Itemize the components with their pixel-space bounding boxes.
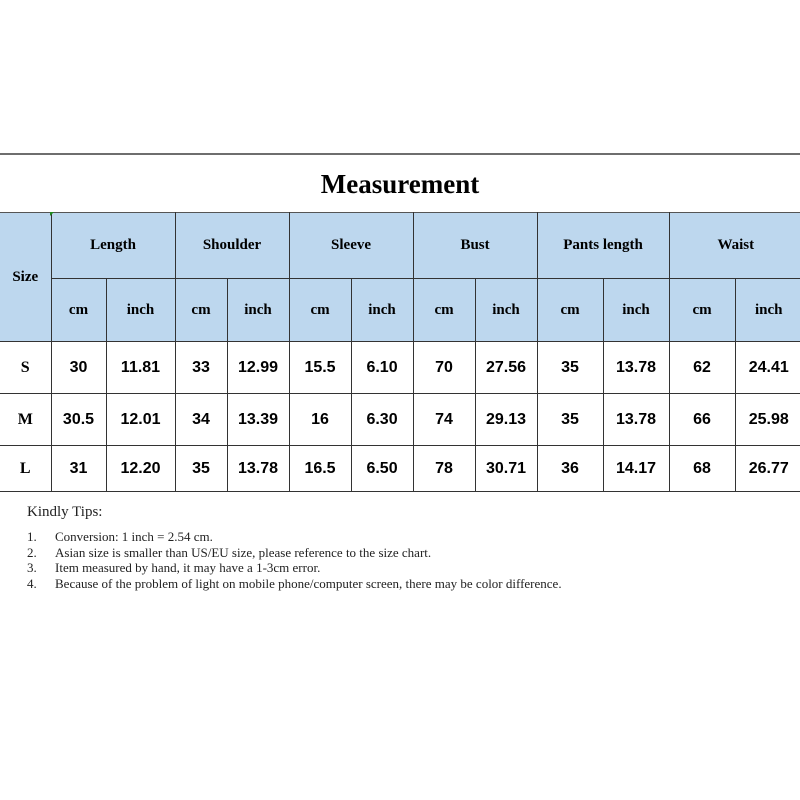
cell-waist-inch: 25.98 [735,394,800,446]
group-header-length: Length [51,213,175,279]
cell-waist-cm: 68 [669,446,735,492]
size-label: S [0,342,51,394]
cell-sleeve-inch: 6.50 [351,446,413,492]
unit-header: inch [106,279,175,342]
size-label: M [0,394,51,446]
cell-bust-inch: 30.71 [475,446,537,492]
cell-pants-length-cm: 35 [537,394,603,446]
size-chart-table [0,212,800,492]
table-row-m [0,394,800,446]
table-row-l [0,446,800,492]
tip-item [27,576,715,592]
cell-shoulder-cm: 35 [175,446,227,492]
tip-item [27,560,715,576]
unit-header: inch [735,279,800,342]
unit-header-row [0,279,800,342]
cell-pants-length-inch: 13.78 [603,394,669,446]
group-header-bust: Bust [413,213,537,279]
cell-shoulder-inch: 13.39 [227,394,289,446]
tip-number: 4. [27,575,37,591]
cell-bust-cm: 78 [413,446,475,492]
unit-header: cm [537,279,603,342]
tips-heading: Kindly Tips: [27,504,103,520]
cell-length-cm: 31 [51,446,106,492]
cell-comment-marker-icon [50,212,54,216]
cell-length-cm: 30 [51,342,106,394]
cell-sleeve-inch: 6.30 [351,394,413,446]
cell-pants-length-cm: 36 [537,446,603,492]
cell-length-inch: 11.81 [106,342,175,394]
tip-text: Because of the problem of light on mobile phone/computer screen, there may be color difference. [55,575,562,591]
group-header-waist: Waist [669,213,800,279]
cell-pants-length-inch: 14.17 [603,446,669,492]
cell-length-inch: 12.20 [106,446,175,492]
unit-header: cm [175,279,227,342]
cell-shoulder-cm: 33 [175,342,227,394]
table-row-s [0,342,800,394]
cell-sleeve-cm: 15.5 [289,342,351,394]
cell-waist-cm: 66 [669,394,735,446]
unit-header: inch [227,279,289,342]
unit-header: inch [475,279,537,342]
cell-waist-cm: 62 [669,342,735,394]
top-divider [0,153,800,155]
unit-header: cm [669,279,735,342]
cell-pants-length-cm: 35 [537,342,603,394]
tip-text: Item measured by hand, it may have a 1-3cm error. [55,560,321,575]
tips-list [27,529,715,591]
cell-sleeve-inch: 6.10 [351,342,413,394]
cell-waist-inch: 26.77 [735,446,800,492]
cell-sleeve-cm: 16.5 [289,446,351,492]
cell-shoulder-inch: 13.78 [227,446,289,492]
cell-length-inch: 12.01 [106,394,175,446]
size-label: L [0,446,51,492]
cell-waist-inch: 24.41 [735,342,800,394]
tip-item [27,529,715,545]
cell-bust-cm: 70 [413,342,475,394]
tip-text: Conversion: 1 inch = 2.54 cm. [55,529,213,544]
kindly-tips-section [27,503,715,591]
cell-shoulder-cm: 34 [175,394,227,446]
tip-number: 1. [27,529,37,544]
cell-shoulder-inch: 12.99 [227,342,289,394]
cell-sleeve-cm: 16 [289,394,351,446]
tip-number: 2. [27,544,37,560]
tip-text: Asian size is smaller than US/EU size, please reference to the size chart. [55,544,432,560]
cell-bust-inch: 29.13 [475,394,537,446]
cell-bust-cm: 74 [413,394,475,446]
unit-header: cm [289,279,351,342]
group-header-row [0,213,800,279]
cell-pants-length-inch: 13.78 [603,342,669,394]
cell-length-cm: 30.5 [51,394,106,446]
unit-header: cm [413,279,475,342]
unit-header: inch [351,279,413,342]
group-header-sleeve: Sleeve [289,213,413,279]
page-title: Measurement [320,169,480,199]
group-header-shoulder: Shoulder [175,213,289,279]
unit-header: inch [603,279,669,342]
tip-number: 3. [27,560,37,575]
tip-item [27,545,715,561]
group-header-pants-length: Pants length [537,213,669,279]
unit-header: cm [51,279,106,342]
cell-bust-inch: 27.56 [475,342,537,394]
size-column-header: Size [0,213,51,342]
